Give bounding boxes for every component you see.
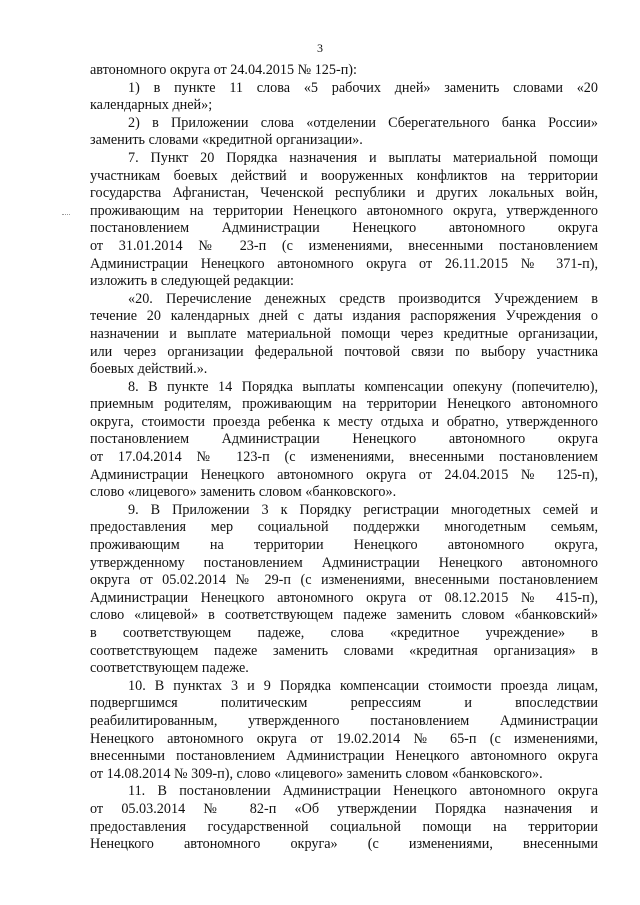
text-line: 1) в пункте 11 слова «5 рабочих дней» заменить словами «20 [128, 79, 598, 96]
text-line: соответствующем падеже заменить словами «кредитная организация» в [90, 642, 598, 659]
text-line: округа от 05.02.2014 № 29-п (с изменениями, внесенными постановлением [90, 572, 598, 589]
text-line: постановлением Администрации Ненецкого автономного округа [90, 220, 598, 237]
text-line: заменить словами «кредитной организации». [90, 132, 363, 149]
text-line: проживающим на территории Ненецкого автономного округа, утвержденного [90, 202, 598, 219]
text-line: 9. В Приложении 3 к Порядку регистрации многодетных семей и [128, 501, 598, 518]
document-body [90, 62, 598, 854]
text-line: автономного округа от 24.04.2015 № 125-п): [90, 62, 357, 78]
text-line: округа, стоимости проезда ребенка к месту отдыха и обратно, утвержденного [90, 413, 598, 430]
text-line: 8. В пункте 14 Порядка выплаты компенсации опекуну (попечителю), [128, 378, 598, 395]
text-line: приемным родителям, проживающим на территории Ненецкого автономного [90, 396, 598, 413]
text-line: календарных дней»; [90, 97, 213, 114]
text-line: подвергшимся политическим репрессиям и впоследствии [90, 695, 598, 712]
text-line: «20. Перечисление денежных средств производится Учреждением в [128, 290, 598, 307]
text-line: предоставления государственной социальной помощи на территории [90, 818, 598, 835]
text-line: от 14.08.2014 № 309-п), слово «лицевого» заменить словом «банковского». [90, 765, 543, 782]
text-line: в соответствующем падеже, слова «кредитное учреждение» в [90, 625, 598, 641]
text-line: 2) в Приложении слова «отделении Сберегательного банка России» [128, 114, 598, 131]
text-line: Администрации Ненецкого автономного округа от 24.04.2015 № 125-п), [90, 466, 598, 483]
text-line: 11. В постановлении Администрации Ненецкого автономного округа [128, 783, 598, 800]
text-line: участникам боевых действий и вооруженных конфликтов на территории [90, 167, 598, 184]
text-line: назначении и выплате материальной помощи через кредитные организации, [90, 325, 598, 342]
text-line: соответствующем падеже. [90, 660, 249, 677]
text-line: утвержденному постановлением Администрации Ненецкого автономного [90, 554, 598, 571]
text-line: 7. Пункт 20 Порядка назначения и выплаты материальной помощи [128, 149, 598, 166]
text-line: проживающим на территории Ненецкого автономного округа, [90, 537, 598, 554]
text-line: Ненецкого автономного округа от 19.02.2014 № 65-п (с изменениями, [90, 730, 598, 747]
text-line: реабилитированным, утвержденного постановлением Администрации [90, 712, 598, 729]
text-line: Администрации Ненецкого автономного округа от 08.12.2015 № 415-п), [90, 589, 598, 606]
text-line: от 17.04.2014 № 123-п (с изменениями, внесенными постановлением [90, 449, 598, 466]
text-line: слово «лицевого» заменить словом «банковского». [90, 484, 397, 501]
text-line: боевых действий.». [90, 361, 208, 378]
text-line: Администрации Ненецкого автономного округа от 26.11.2015 № 371-п), [90, 255, 598, 272]
text-line: от 05.03.2014 № 82-п «Об утверждении Порядка назначения и [90, 800, 598, 817]
margin-mark [62, 214, 70, 216]
text-line: течение 20 календарных дней с даты издания распоряжения Учреждения о [90, 308, 598, 325]
text-line: предоставления мер социальной поддержки многодетным семьям, [90, 519, 598, 536]
text-line: изложить в следующей редакции: [90, 273, 294, 290]
text-line: государства Афганистан, Чеченской республики и других локальных войн, [90, 185, 598, 202]
text-line: от 31.01.2014 № 23-п (с изменениями, внесенными постановлением [90, 237, 598, 254]
text-line: 10. В пунктах 3 и 9 Порядка компенсации стоимости проезда лицам, [128, 677, 598, 694]
page-number: 3 [317, 41, 323, 55]
text-line: или через организации федеральной почтовой связи по выбору участника [90, 343, 598, 360]
text-line: Ненецкого автономного округа» (с изменениями, внесенными [90, 836, 598, 853]
text-line: слово «лицевой» в соответствующем падеже заменить словом «банковский» [90, 607, 598, 624]
text-line: постановлением Администрации Ненецкого автономного округа [90, 431, 598, 448]
text-line: внесенными постановлением Администрации Ненецкого автономного округа [90, 748, 598, 765]
